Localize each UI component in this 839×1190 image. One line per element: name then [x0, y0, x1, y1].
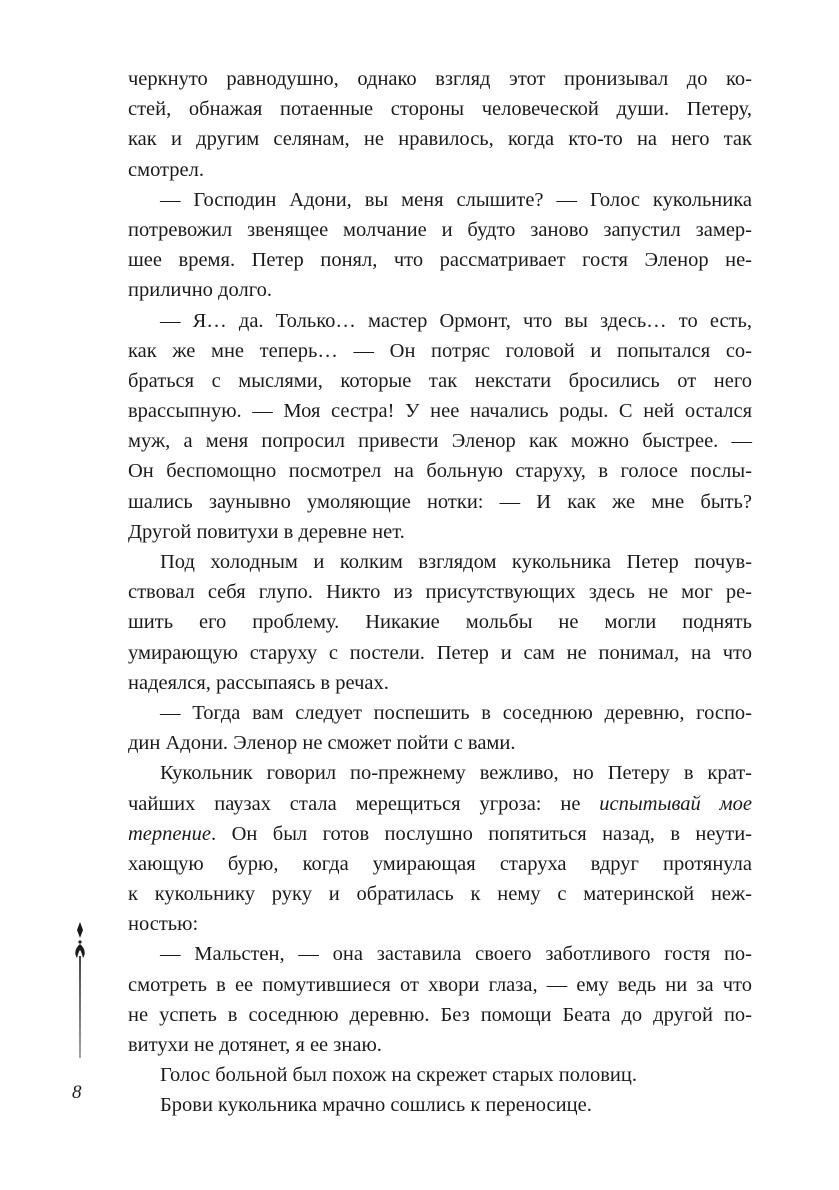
- line-text: потревожил звенящее молчание и будто заново запустил замер-: [128, 218, 752, 241]
- line-text: муж, а меня попросил привести Эленор как можно быстрее. —: [128, 430, 752, 453]
- text-line: [128, 789, 752, 819]
- text-line: [128, 275, 752, 305]
- line-text: — Я… да. Только… мастер Ормонт, что вы здесь… то есть,: [160, 309, 752, 332]
- text-line: [128, 245, 752, 275]
- line-text: чайших паузах стала мерещиться угроза: не: [128, 792, 581, 815]
- line-text: не успеть в соседнюю деревню. Без помощи Беата до другой по-: [128, 1003, 752, 1026]
- line-text: как и другим селянам, не нравилось, когда кто-то на него так: [128, 128, 752, 151]
- line-text: смотреть в ее помутившиеся от хвори глаза, — ему ведь ни за что: [128, 973, 752, 996]
- line-text: стей, обнажая потаенные стороны человеческой души. Петеру,: [128, 98, 752, 121]
- line-text: хающую бурю, когда умирающая старуха вдруг протянула: [128, 852, 752, 875]
- text-line: [128, 487, 752, 517]
- text-line: [128, 1000, 752, 1030]
- text-line: [128, 638, 752, 668]
- text-line: [128, 909, 752, 939]
- page-number: 8: [72, 1082, 82, 1103]
- line-text: витухи не дотянет, я ее знаю.: [128, 1034, 382, 1056]
- text-line: [128, 1060, 752, 1090]
- line-text: ностью:: [128, 913, 199, 936]
- text-line: [128, 758, 752, 788]
- text-line: [128, 124, 752, 154]
- text-line: [128, 547, 752, 577]
- line-text: — Тогда вам следует поспешить в соседнюю деревню, госпо-: [160, 701, 752, 724]
- line-text: прилично долго.: [128, 279, 272, 302]
- text-line: [128, 668, 752, 698]
- line-text: умирающую старуху с постели. Петер и сам не понимал, на что: [128, 641, 752, 664]
- line-text: — Мальстен, — она заставила своего заботливого гостя по-: [160, 943, 752, 966]
- text-line: [128, 1090, 752, 1120]
- text-line: [128, 819, 752, 849]
- emphasis-text: терпение: [128, 822, 212, 845]
- emphasis-text: испытывай мое: [599, 792, 752, 815]
- vertical-flourish-ornament: [70, 920, 90, 1060]
- text-line: [128, 728, 752, 758]
- text-line: [128, 970, 752, 1000]
- line-text: к кукольнику руку и обратилась к нему с материнской неж-: [128, 883, 752, 906]
- line-text: шить его проблему. Никакие мольбы не могли поднять: [128, 611, 752, 634]
- line-text: Под холодным и колким взглядом кукольника Петер почув-: [160, 551, 752, 573]
- text-line: [128, 306, 752, 336]
- text-line: [128, 426, 752, 456]
- line-text: шались заунывно умоляющие нотки: — И как же мне быть?: [128, 490, 752, 513]
- text-line: [128, 215, 752, 245]
- line-text: Голос больной был похож на скрежет старых половиц.: [160, 1064, 637, 1087]
- line-text: шее время. Петер понял, что рассматривает гостя Эленор не-: [128, 249, 752, 272]
- text-line: [128, 94, 752, 124]
- text-line: [128, 366, 752, 396]
- line-text: черкнуто равнодушно, однако взгляд этот пронизывал до ко-: [128, 68, 752, 90]
- text-line: [128, 879, 752, 909]
- line-text: дин Адони. Эленор не сможет пойти с вами.: [128, 732, 516, 755]
- line-text: браться с мыслями, которые так некстати бросились от него: [128, 369, 752, 392]
- text-line: [128, 155, 752, 185]
- text-line: [128, 698, 752, 728]
- text-line: [128, 577, 752, 607]
- line-text: как же мне теперь… — Он потряс головой и попытался со-: [128, 339, 752, 362]
- text-line: [128, 939, 752, 969]
- text-line: [128, 336, 752, 366]
- line-text: Другой повитухи в деревне нет.: [128, 520, 405, 543]
- text-line: [128, 396, 752, 426]
- text-line: [128, 64, 752, 94]
- text-line: [128, 849, 752, 879]
- line-text: Брови кукольника мрачно сошлись к переносице.: [160, 1094, 592, 1117]
- line-text: ствовал себя глупо. Никто из присутствующих здесь не мог ре-: [128, 581, 752, 604]
- line-text: — Господин Адони, вы меня слышите? — Голос кукольника: [160, 188, 752, 211]
- text-line: [128, 185, 752, 215]
- line-text: надеялся, рассыпаясь в речах.: [128, 671, 389, 694]
- line-text: смотрел.: [128, 158, 204, 181]
- line-text: Кукольник говорил по-прежнему вежливо, но Петеру в крат-: [160, 762, 752, 785]
- line-text: Он беспомощно посмотрел на больную старуху, в голосе послы-: [128, 460, 752, 483]
- text-line: [128, 607, 752, 637]
- text-line: [128, 1030, 752, 1060]
- text-line: [128, 456, 752, 486]
- text-line: [128, 517, 752, 547]
- line-text: врассыпную. — Моя сестра! У нее начались роды. С ней остался: [128, 400, 752, 423]
- body-text: [128, 64, 752, 1121]
- line-text: . Он был готов послушно попятиться назад, в неути-: [211, 822, 752, 845]
